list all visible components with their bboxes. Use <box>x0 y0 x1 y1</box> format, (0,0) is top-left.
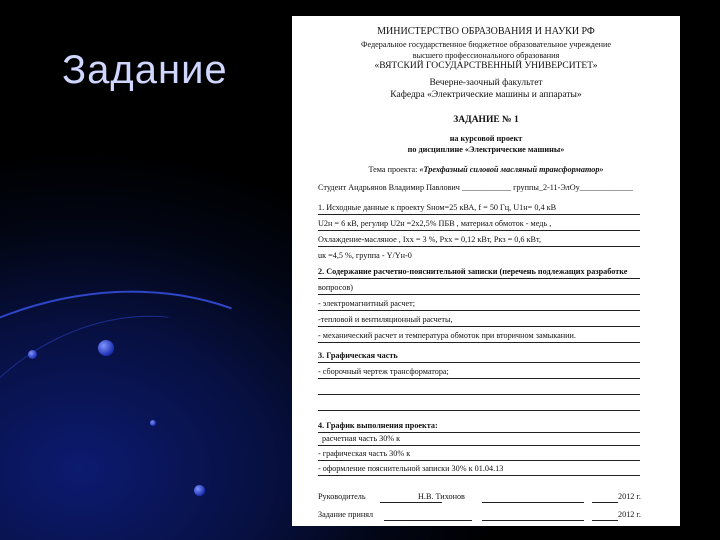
department-name: Кафедра «Электрические машины и аппараты» <box>390 90 582 100</box>
supervisor-date: 2012 г. <box>618 492 641 501</box>
decorative-dot <box>28 350 37 359</box>
item1-line2: U2н = 6 кВ, регулир U2н =2x2,5% ПБВ , материал обмоток - медь , <box>318 219 552 228</box>
rule-line <box>318 246 640 247</box>
rule-line <box>318 460 640 461</box>
rule-line <box>318 294 640 295</box>
signature-line <box>482 520 584 521</box>
list-item: - сборочный чертеж трансформатора; <box>318 367 449 376</box>
rule-line <box>318 362 640 363</box>
institution-line1: Федеральное государственное бюджетное образовательное учреждение <box>361 40 611 49</box>
supervisor-name: Н.В. Тихонов <box>418 492 465 501</box>
signature-line <box>482 502 584 503</box>
rule-line <box>318 432 640 433</box>
ministry-heading: МИНИСТЕРСТВО ОБРАЗОВАНИЯ И НАУКИ РФ <box>377 26 595 37</box>
student-line: Студент Андрьянов Владимир Павлович ____________ группы_2-11-ЭлОу_____________ <box>318 183 633 192</box>
date-line <box>592 520 618 521</box>
university-name: «ВЯТСКИЙ ГОСУДАРСТВЕННЫЙ УНИВЕРСИТЕТ» <box>374 61 598 71</box>
item1-line3: Охлаждение-масляное , Iхх = 3 %, Pхх = 0,12 кВт, Pкз = 0,6 кВт, <box>318 235 541 244</box>
decorative-dot <box>150 420 156 426</box>
rule-line <box>318 394 640 395</box>
rule-line <box>318 445 640 446</box>
project-topic <box>292 165 680 174</box>
rule-line <box>318 342 640 343</box>
item1-heading: 1. Исходные данные к проекту Sном=25 кВА, f = 50 Гц, U1н= 0,4 кВ <box>318 203 557 212</box>
list-item: -тепловой и вентиляционный расчеты, <box>318 315 453 324</box>
list-item: - механический расчет и температура обмоток при вторичном замыкании. <box>318 331 576 340</box>
signature-line <box>384 520 472 521</box>
signature-line <box>380 502 442 503</box>
assignment-title: ЗАДАНИЕ № 1 <box>453 115 519 125</box>
institution-line2: высшего профессионального образования <box>412 51 560 60</box>
assignment-subtitle2: по дисциплине «Электрические машины» <box>407 145 565 154</box>
assignment-document <box>292 16 680 526</box>
rule-line <box>318 214 640 215</box>
rule-line <box>318 410 640 411</box>
rule-line <box>318 278 640 279</box>
item3-heading: 3. Графическая часть <box>318 351 398 360</box>
decorative-dot <box>98 340 114 356</box>
list-item: - электромагнитный расчет; <box>318 299 416 308</box>
item2-heading: 2. Содержание расчетно-пояснительной записки (перечень подлежащих разработке <box>318 267 628 276</box>
decorative-dot <box>194 485 205 496</box>
rule-line <box>318 310 640 311</box>
rule-line <box>318 326 640 327</box>
rule-line <box>318 378 640 379</box>
list-item: - графическая часть 30% к <box>318 449 411 458</box>
list-item: расчетная часть 30% к <box>322 434 401 443</box>
date-line <box>592 502 618 503</box>
list-item: - оформление пояснительной записки 30% к 01.04.13 <box>318 464 504 473</box>
item1-line4: uк =4,5 %, группа - Y/Yн-0 <box>318 251 412 260</box>
rule-line <box>318 475 640 476</box>
slide-title: Задание <box>62 48 228 92</box>
rule-line <box>318 230 640 231</box>
accepted-label: Задание принял <box>318 510 374 519</box>
topic-label: Тема проекта: <box>368 165 418 174</box>
supervisor-label: Руководитель <box>318 492 366 501</box>
item4-heading: 4. График выполнения проекта: <box>318 421 438 430</box>
faculty-name: Вечерне-заочный факультет <box>429 78 543 88</box>
assignment-subtitle1: на курсовой проект <box>449 134 523 143</box>
accepted-date: 2012 г. <box>618 510 641 519</box>
topic-value: «Трехфазный силовой масляный трансформатор» <box>419 165 604 174</box>
item2-continuation: вопросов) <box>318 283 353 292</box>
